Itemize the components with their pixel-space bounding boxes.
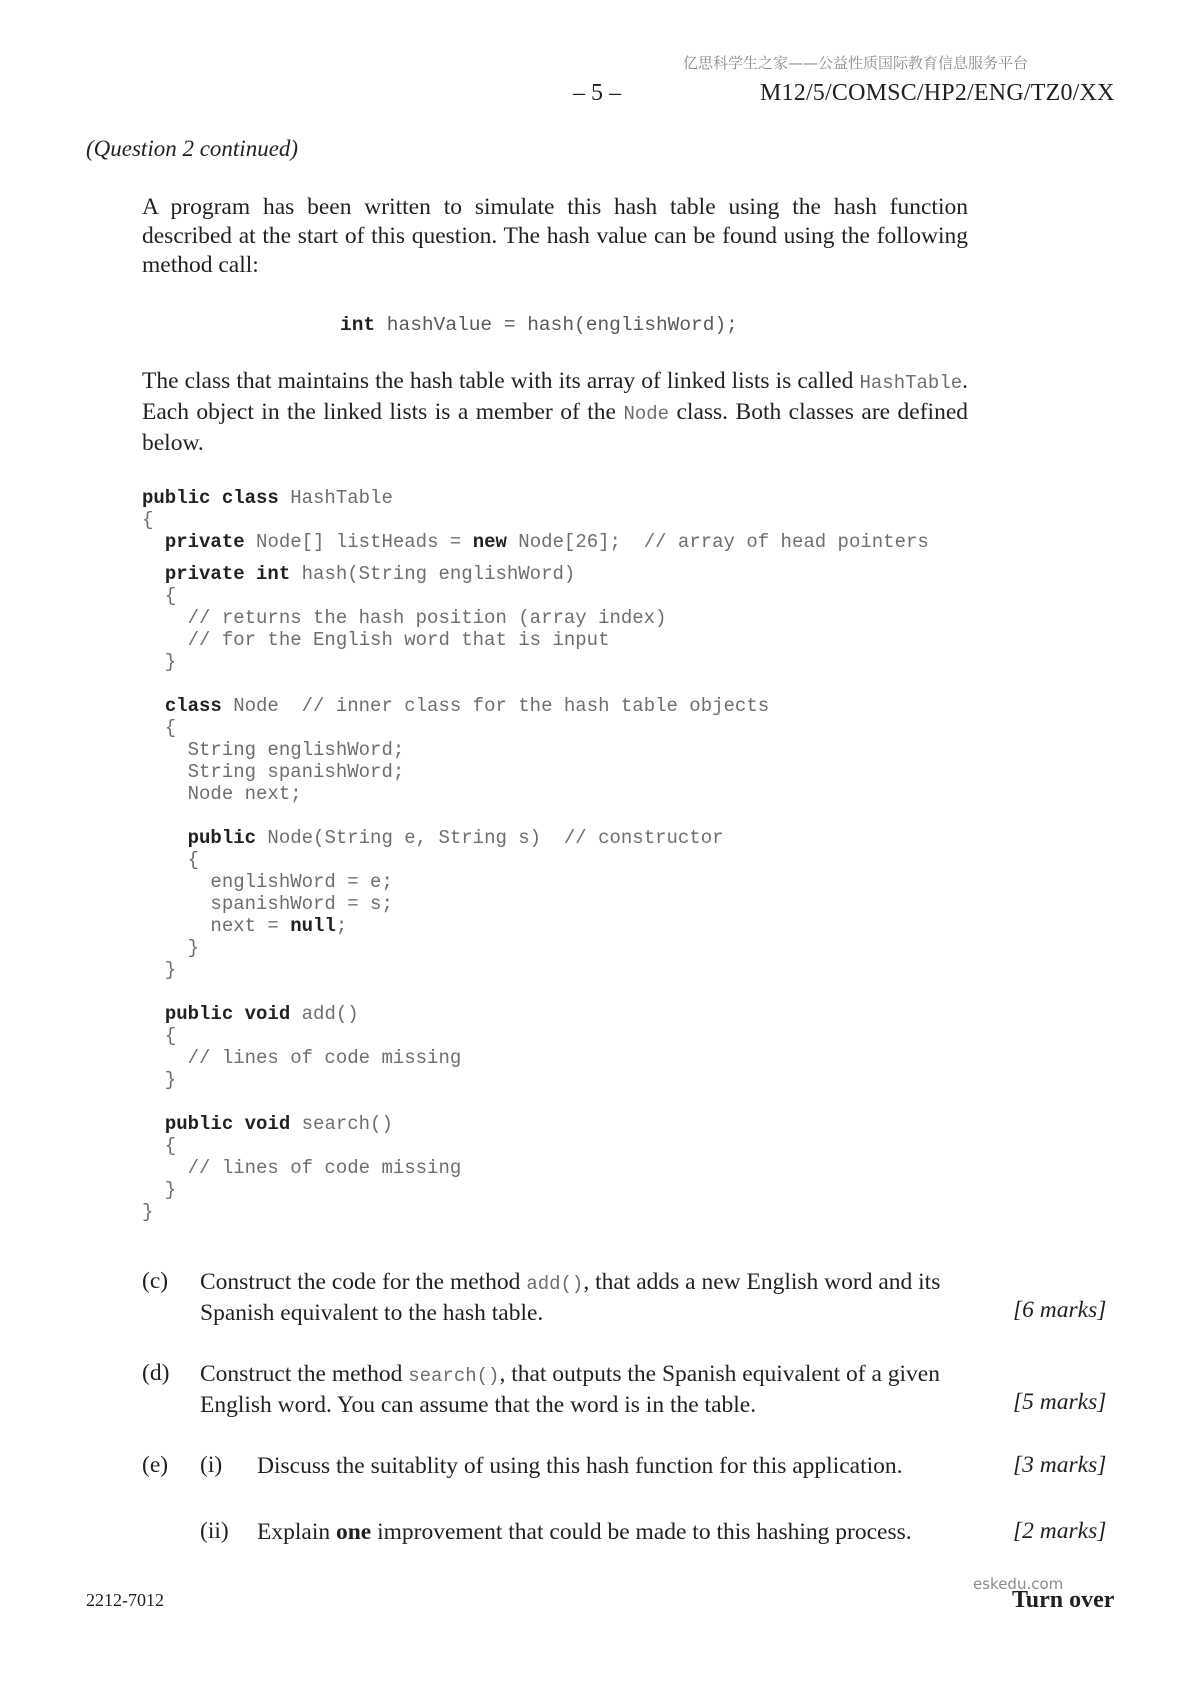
- classes-code-hashtable: HashTable: [859, 372, 963, 394]
- code-keyword: public: [187, 827, 257, 849]
- code-indent: [142, 531, 165, 553]
- question-c-marks: [6 marks]: [1013, 1297, 1107, 1323]
- code-block: [142, 487, 929, 1223]
- code-line: [142, 695, 929, 717]
- question-d-text-2: , that outputs the Spanish equivalent of a given English word. You can assume that the word is in the table.: [200, 1361, 940, 1418]
- code-spacer: [142, 1091, 929, 1113]
- question-e-ii-label: (ii): [200, 1518, 229, 1544]
- code-keyword: private: [164, 531, 245, 553]
- classes-text-2: . Each object in the linked lists is a member of the: [142, 368, 968, 425]
- question-continued-label: (Question 2 continued): [86, 136, 299, 161]
- code-indent: [142, 695, 165, 717]
- classes-text-3: class. Both classes are defined below.: [142, 399, 969, 456]
- exam-code: M12/5/COMSC/HP2/ENG/TZ0/XX: [760, 80, 1115, 106]
- question-e-ii-text: [257, 1518, 957, 1547]
- code-line: }: [142, 651, 177, 673]
- question-c-text-1: Construct the code for the method: [200, 1269, 527, 1295]
- code-line: englishWord = e;: [142, 871, 393, 893]
- question-e-i-label: (i): [200, 1452, 223, 1478]
- footer-watermark: eskedu.com: [973, 1575, 1064, 1593]
- question-e-ii-bold: one: [335, 1519, 372, 1545]
- code-line: String englishWord;: [142, 739, 405, 761]
- code-keyword: class: [164, 695, 222, 717]
- code-keyword: private int: [164, 563, 291, 585]
- code-line: // lines of code missing: [142, 1157, 462, 1179]
- question-e-ii-marks: [2 marks]: [1013, 1518, 1107, 1544]
- code-line: [142, 487, 929, 509]
- code-spacer: [142, 981, 929, 1003]
- question-c-text-2: , that adds a new English word and its Spanish equivalent to the hash table.: [200, 1269, 941, 1326]
- code-keyword: null: [290, 915, 336, 937]
- code-text: search(): [290, 1113, 393, 1135]
- question-e-ii-text-2: improvement that could be made to this hashing process.: [371, 1519, 912, 1545]
- question-e-ii-text-1: Explain: [257, 1519, 336, 1545]
- question-d-marks: [5 marks]: [1013, 1389, 1107, 1415]
- question-c-text: [200, 1268, 970, 1328]
- intro-paragraph: A program has been written to simulate this hash table using the hash function described at the start of this question. The hash value can be found using the following method call:: [142, 194, 968, 278]
- question-e-i-text: Discuss the suitablity of using this hash function for this application.: [257, 1453, 903, 1479]
- code-line: [142, 1113, 929, 1135]
- code-line: // for the English word that is input: [142, 629, 610, 651]
- code-line: }: [142, 1201, 154, 1223]
- question-e-label: (e): [142, 1452, 169, 1478]
- code-text: HashTable: [278, 487, 393, 509]
- code-line: [142, 1003, 929, 1025]
- code-text: Node[26]; // array of head pointers: [506, 531, 929, 553]
- code-indent: [142, 1003, 165, 1025]
- code-line: Node next;: [142, 783, 302, 805]
- code-text: add(): [290, 1003, 359, 1025]
- code-line: [142, 563, 929, 585]
- code-line: {: [142, 585, 177, 607]
- method-call-line: [340, 314, 738, 336]
- code-keyword: public class: [142, 487, 279, 509]
- question-d-text: [200, 1360, 970, 1420]
- question-d-label: (d): [142, 1360, 170, 1386]
- code-line: String spanishWord;: [142, 761, 405, 783]
- code-spacer: [142, 673, 929, 695]
- code-text: hash(String englishWord): [290, 563, 576, 585]
- code-indent: [142, 1113, 165, 1135]
- code-line: [142, 915, 929, 937]
- code-line: {: [142, 1135, 177, 1157]
- code-spacer: [142, 805, 929, 827]
- code-text: Node // inner class for the hash table objects: [221, 695, 770, 717]
- code-line: {: [142, 1025, 177, 1047]
- question-d-text-1: Construct the method: [200, 1361, 409, 1387]
- code-line: }: [142, 937, 200, 959]
- footer-paper-code: 2212-7012: [86, 1590, 164, 1610]
- code-keyword: public void: [164, 1003, 291, 1025]
- code-text: Node(String e, String s) // constructor: [256, 827, 724, 849]
- page-number: – 5 –: [573, 80, 621, 106]
- question-e-i-marks: [3 marks]: [1013, 1452, 1107, 1478]
- question-c-code: add(): [526, 1273, 584, 1295]
- code-line: [142, 531, 929, 553]
- code-indent: [142, 563, 165, 585]
- classes-text-1: The class that maintains the hash table with its array of linked lists is called: [142, 368, 860, 394]
- code-keyword: new: [472, 531, 507, 553]
- code-line: }: [142, 959, 177, 981]
- code-spacer: [142, 553, 929, 563]
- code-line: }: [142, 1069, 177, 1091]
- turn-over-label: Turn over: [1012, 1587, 1115, 1613]
- code-text: Node[] listHeads =: [244, 531, 473, 553]
- classes-paragraph: [142, 367, 968, 458]
- code-line: {: [142, 509, 154, 531]
- code-text: next =: [142, 915, 291, 937]
- call-rest: hashValue = hash(englishWord);: [375, 314, 738, 336]
- code-line: }: [142, 1179, 177, 1201]
- code-line: [142, 827, 929, 849]
- code-line: {: [142, 849, 200, 871]
- code-indent: [142, 827, 188, 849]
- question-c-label: (c): [142, 1268, 169, 1294]
- code-keyword: public void: [164, 1113, 291, 1135]
- call-keyword: int: [340, 314, 376, 336]
- classes-code-node: Node: [623, 403, 670, 425]
- header-watermark: 亿思科学生之家——公益性质国际教育信息服务平台: [683, 54, 1029, 72]
- code-line: // lines of code missing: [142, 1047, 462, 1069]
- code-line: // returns the hash position (array index): [142, 607, 667, 629]
- code-line: spanishWord = s;: [142, 893, 393, 915]
- question-d-code: search(): [408, 1365, 500, 1387]
- code-text: ;: [335, 915, 348, 937]
- code-line: {: [142, 717, 177, 739]
